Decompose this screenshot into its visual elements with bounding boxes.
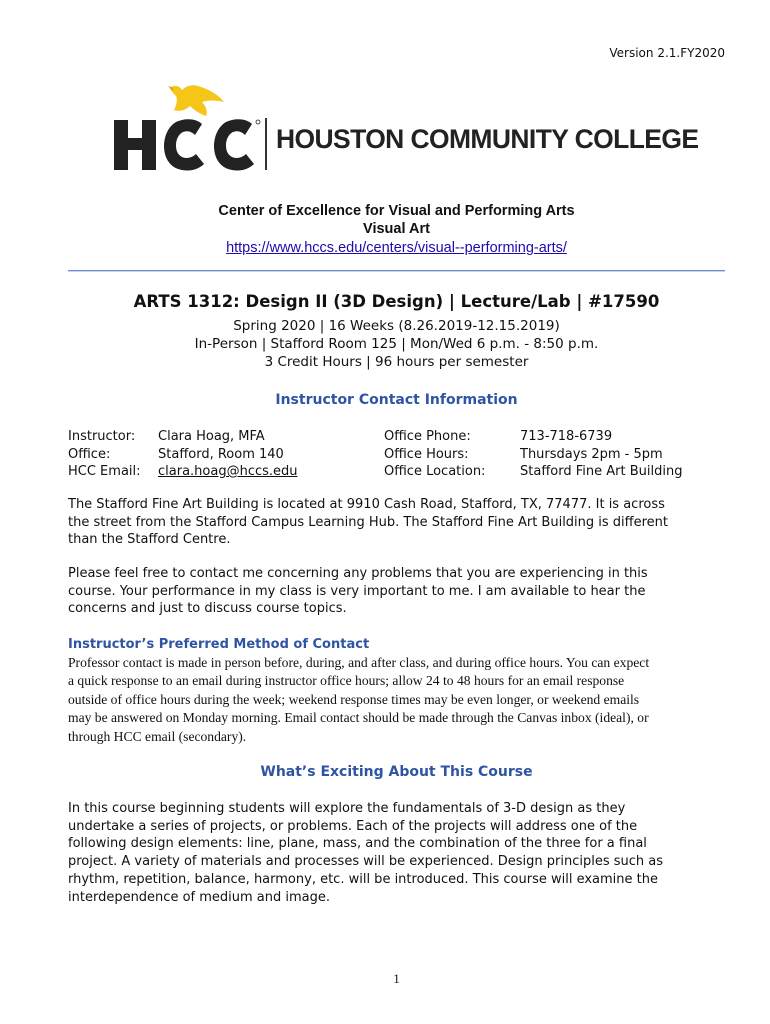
paragraph-line: outside of office hours during the week; weekend response times may be even longer, or weekend emails (68, 691, 640, 707)
page-number: 1 (393, 971, 400, 986)
paragraph-line: than the Stafford Centre. (68, 532, 231, 548)
instructor-name: Clara Hoag, MFA (158, 429, 265, 444)
course-credits: 3 Credit Hours | 96 hours per semester (264, 354, 529, 370)
paragraph-line: a quick response to an email during instructor office hours; allow 24 to 48 hours for an email response (68, 673, 625, 689)
preferred-contact-heading: Instructor’s Preferred Method of Contact (68, 637, 370, 652)
contact-values-left (158, 428, 298, 481)
paragraph-line: In this course beginning students will explore the fundamentals of 3-D design as they (68, 801, 626, 816)
paragraph-line: through HCC email (secondary). (68, 728, 247, 744)
hcc-logo-mark-icon (112, 80, 262, 180)
paragraph-line: following design elements: line, plane, mass, and the combination of the three for a final (68, 836, 647, 852)
center-name: Center of Excellence for Visual and Performing Arts (218, 203, 575, 219)
office-label: Office: (68, 446, 111, 462)
phone-value: 713-718-6739 (520, 429, 613, 444)
paragraph-line: concerns and just to discuss course topics. (68, 601, 347, 617)
paragraph-line: may be answered on Monday morning. Email contact should be made through the Canvas inbox (ideal), or (68, 710, 649, 726)
paragraph-line: Please feel free to contact me concerning any problems that you are experiencing in this (68, 566, 648, 581)
version-label: Version 2.1.FY2020 (609, 46, 725, 60)
building-paragraph (68, 496, 728, 549)
hours-value: Thursdays 2pm - 5pm (520, 446, 663, 462)
hcc-logo (112, 80, 699, 180)
contact-paragraph (68, 565, 728, 618)
instructor-contact-heading: Instructor Contact Information (275, 392, 518, 408)
paragraph-line: The Stafford Fine Art Building is located at 9910 Cash Road, Stafford, TX, 77477. It is across (68, 497, 665, 512)
course-term: Spring 2020 | 16 Weeks (8.26.2019-12.15.2019) (233, 318, 560, 334)
office-value: Stafford, Room 140 (158, 446, 284, 462)
paragraph-line: rhythm, repetition, balance, harmony, etc. will be introduced. This course will examine the (68, 871, 658, 887)
college-name: HOUSTON COMMUNITY COLLEGE (276, 124, 699, 154)
paragraph-line: project. A variety of materials and processes will be experienced. Design principles such as (68, 854, 664, 870)
paragraph-line: interdependence of medium and image. (68, 889, 331, 905)
header-divider (68, 270, 725, 272)
location-value: Stafford Fine Art Building (520, 464, 683, 479)
logo-divider (265, 118, 267, 170)
course-meeting: In-Person | Stafford Room 125 | Mon/Wed 6 p.m. - 8:50 p.m. (194, 336, 599, 352)
preferred-contact-paragraph (68, 654, 728, 746)
location-label: Office Location: (384, 464, 486, 479)
course-title: ARTS 1312: Design II (3D Design) | Lecture/Lab | #17590 (133, 292, 660, 311)
program-name: Visual Art (363, 221, 430, 237)
hours-label: Office Hours: (384, 446, 469, 462)
eagle-icon (168, 85, 224, 116)
paragraph-line: undertake a series of projects, or problems. Each of the projects will address one of the (68, 818, 638, 834)
exciting-paragraph (68, 800, 728, 906)
contact-labels-right (384, 428, 485, 481)
phone-label: Office Phone: (384, 429, 471, 444)
contact-values-right (520, 428, 682, 481)
instructor-label: Instructor: (68, 429, 136, 444)
center-url-link[interactable]: https://www.hccs.edu/centers/visual--performing-arts/ (226, 240, 567, 256)
email-label: HCC Email: (68, 464, 141, 479)
exciting-heading: What’s Exciting About This Course (260, 764, 533, 780)
email-link[interactable]: clara.hoag@hccs.edu (158, 464, 298, 479)
contact-labels-left (68, 428, 141, 481)
paragraph-line: course. Your performance in my class is very important to me. I am available to hear the (68, 583, 646, 599)
paragraph-line: the street from the Stafford Campus Learning Hub. The Stafford Fine Art Building is different (68, 514, 669, 530)
paragraph-line: Professor contact is made in person before, during, and after class, and during office hours. You can expect (68, 655, 650, 670)
